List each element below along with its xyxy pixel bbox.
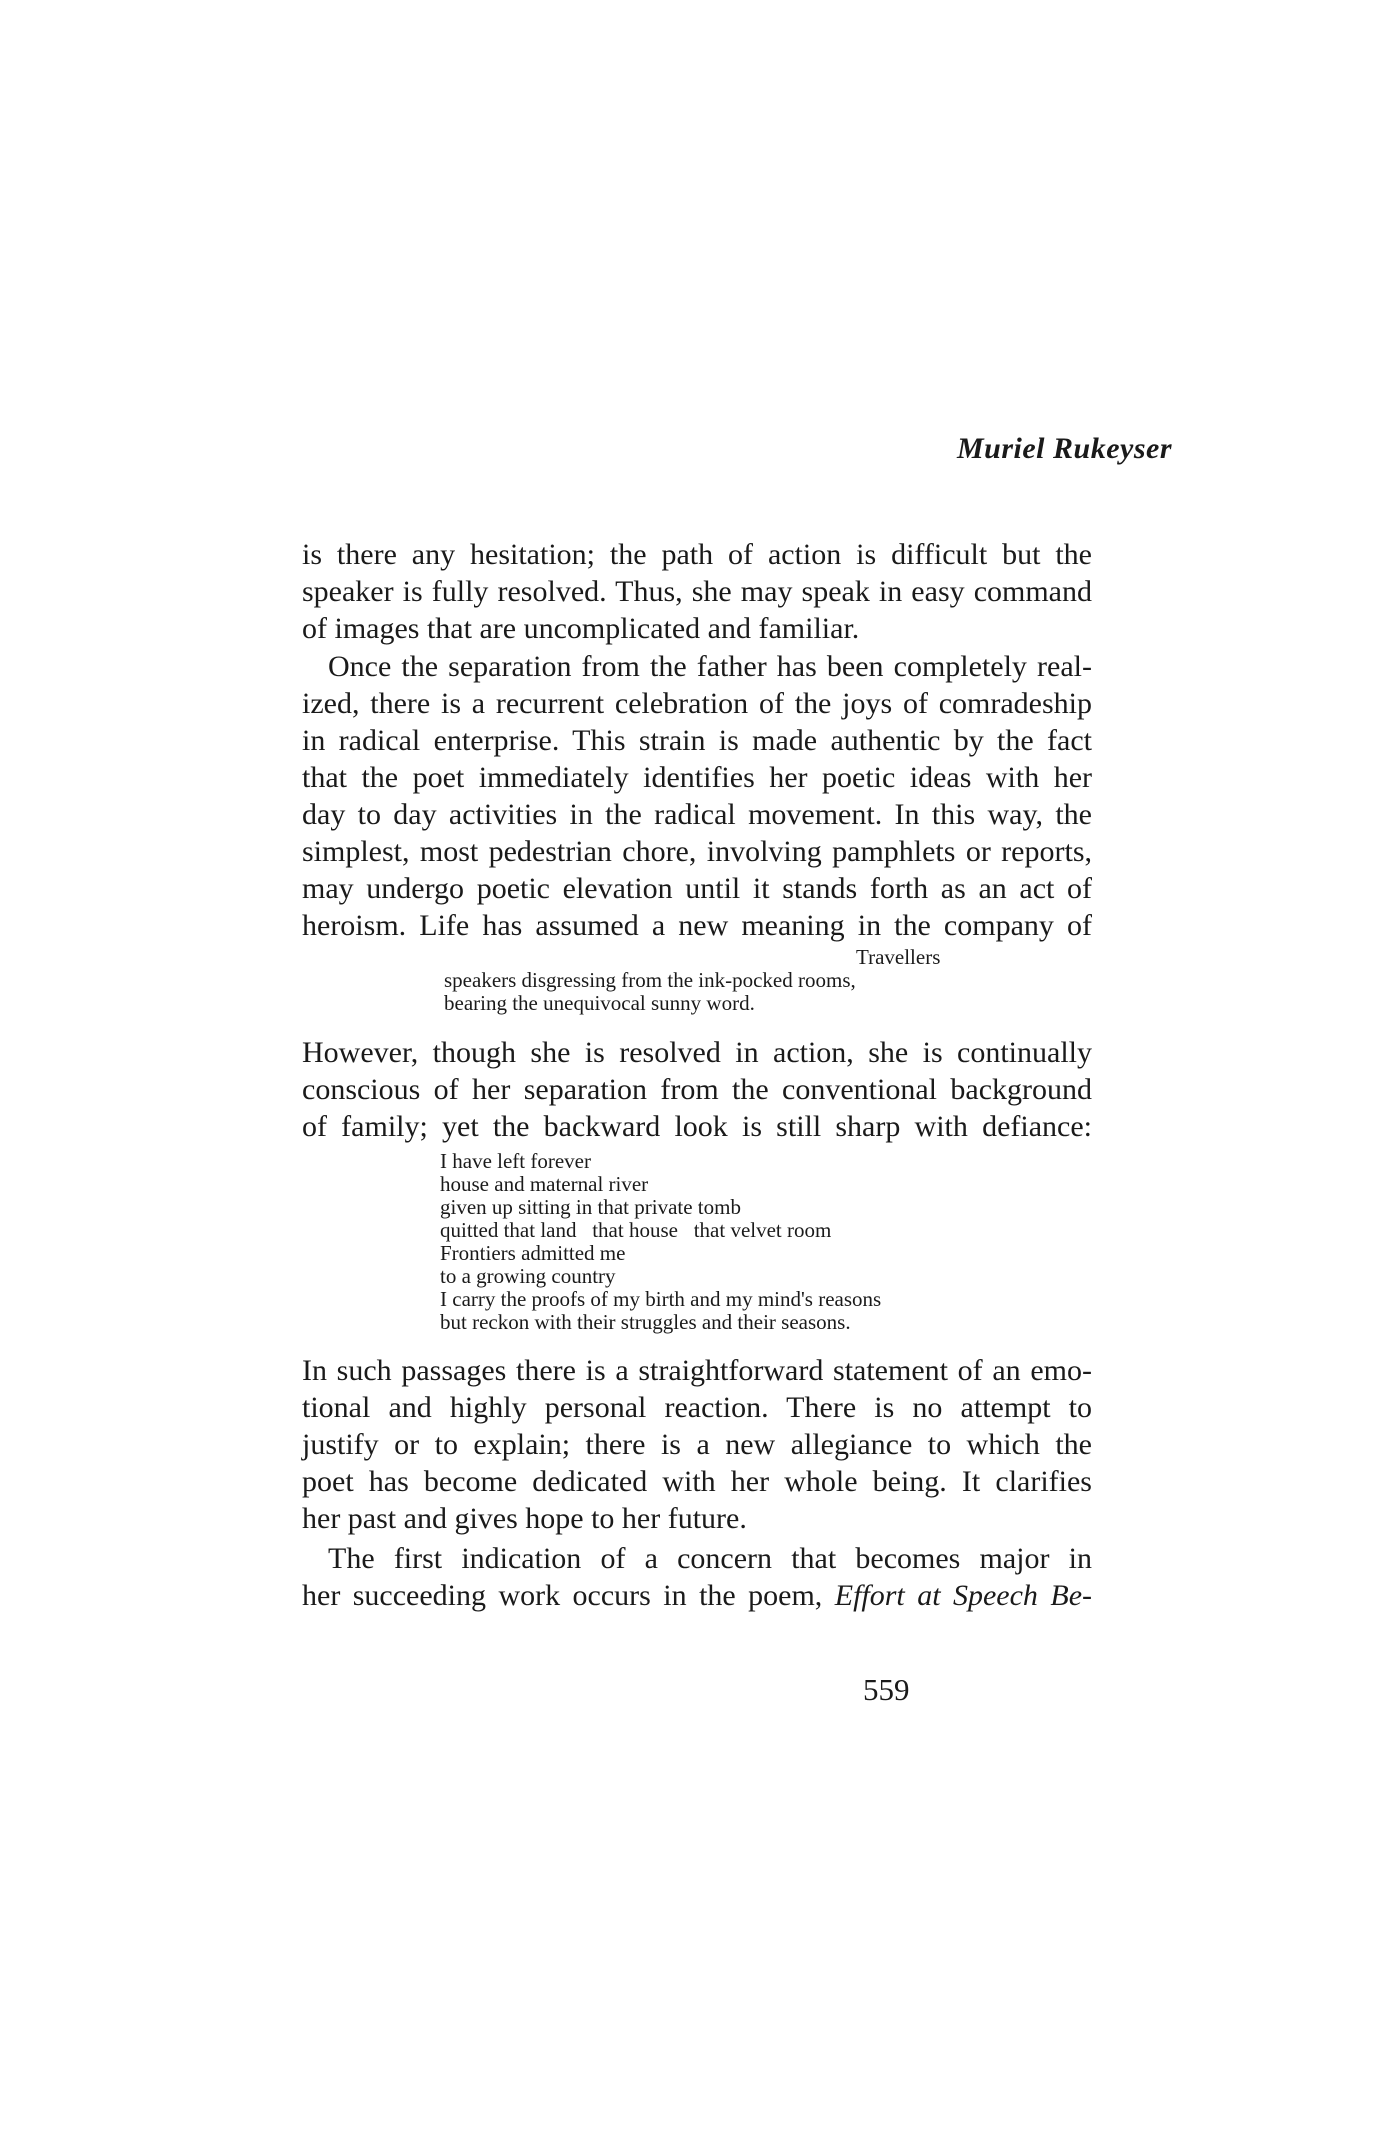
page-number: 559 (863, 1672, 910, 1707)
text-line (302, 1577, 1092, 1614)
text-line: The first indication of a concern that becomes major in (328, 1542, 1092, 1575)
text-line: of images that are uncomplicated and familiar. (302, 612, 860, 645)
verse-line: quitted that land that house that velvet room (440, 1218, 832, 1242)
verse-line: but reckon with their struggles and their seasons. (440, 1310, 851, 1334)
paragraph-4 (302, 1352, 1092, 1537)
paragraph-3 (302, 1034, 1092, 1145)
text-line: is there any hesitation; the path of action is difficult but the (302, 538, 1092, 571)
paragraph-1 (302, 536, 1092, 647)
text-line: that the poet immediately identifies her poetic ideas with her (302, 761, 1092, 794)
verse-line: Frontiers admitted me (440, 1241, 626, 1265)
verse-line: given up sitting in that private tomb (440, 1195, 741, 1219)
text-line: her past and gives hope to her future. (302, 1502, 747, 1535)
verse-line: I have left forever (440, 1149, 591, 1173)
text-line: may undergo poetic elevation until it stands forth as an act of (302, 872, 1092, 905)
poem-title: Effort at Speech Be- (834, 1579, 1093, 1612)
text-line: In such passages there is a straightforward statement of an emo- (302, 1354, 1092, 1387)
paragraph-2 (302, 648, 1092, 944)
verse-line: speakers disgressing from the ink-pocked rooms, (444, 968, 856, 992)
text-line: day to day activities in the radical movement. In this way, the (302, 798, 1092, 831)
text-line: conscious of her separation from the conventional background (302, 1073, 1092, 1106)
paragraph-5 (302, 1540, 1092, 1614)
verse-line: to a growing country (440, 1264, 616, 1288)
text-line: Once the separation from the father has been completely real- (328, 650, 1092, 683)
text-segment: her succeeding work occurs in the poem, (302, 1579, 823, 1612)
text-line: ized, there is a recurrent celebration of the joys of comradeship (302, 687, 1092, 720)
verse-line: bearing the unequivocal sunny word. (444, 991, 755, 1015)
verse-line: house and maternal river (440, 1172, 649, 1196)
text-line: heroism. Life has assumed a new meaning in the company of (302, 909, 1092, 942)
verse-quote-2 (440, 1150, 881, 1334)
text-line: tional and highly personal reaction. There is no attempt to (302, 1391, 1092, 1424)
text-line: in radical enterprise. This strain is made authentic by the fact (302, 724, 1092, 757)
text-line: justify or to explain; there is a new allegiance to which the (302, 1428, 1092, 1461)
verse-line: I carry the proofs of my birth and my mind's reasons (440, 1287, 882, 1311)
verse-line: Travellers (856, 945, 941, 969)
text-line: However, though she is resolved in action, she is continually (302, 1036, 1092, 1069)
text-line: poet has become dedicated with her whole being. It clarifies (302, 1465, 1092, 1498)
text-line: speaker is fully resolved. Thus, she may speak in easy command (302, 575, 1092, 608)
running-head: Muriel Rukeyser (956, 432, 1172, 465)
text-line: of family; yet the backward look is still sharp with defiance: (302, 1110, 1092, 1143)
text-line: simplest, most pedestrian chore, involving pamphlets or reports, (302, 835, 1092, 868)
verse-quote-1 (444, 946, 940, 1015)
